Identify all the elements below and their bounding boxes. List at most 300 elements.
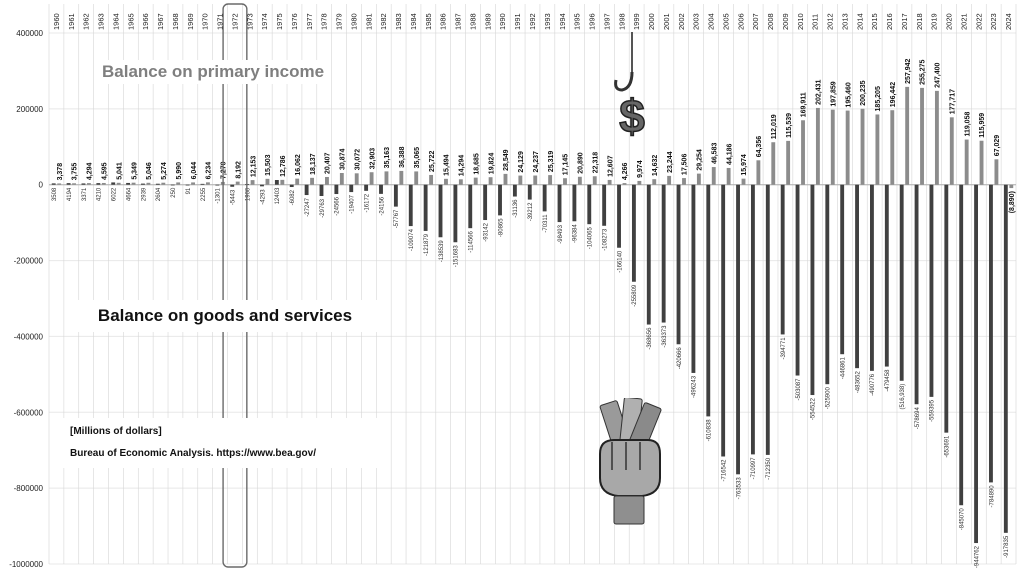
goods-services-value-label: -24156 <box>379 196 386 216</box>
x-tick-label: 1991 <box>513 13 523 30</box>
primary-income-bar <box>935 91 939 185</box>
goods-services-bar <box>677 185 681 345</box>
x-tick-label: 1975 <box>275 13 285 30</box>
primary-income-value-label: 4,266 <box>622 162 630 181</box>
goods-services-value-label: 1900 <box>245 187 252 202</box>
primary-income-bar <box>459 179 463 184</box>
primary-income-title: Balance on primary income <box>96 60 330 84</box>
goods-services-value-label: -80865 <box>498 218 505 238</box>
goods-services-bar <box>766 185 770 455</box>
fist-with-cash-icon <box>592 398 666 526</box>
goods-services-title: Balance on goods and services <box>70 300 380 332</box>
x-tick-label: 1978 <box>319 13 329 30</box>
primary-income-value-label: 4,294 <box>86 162 94 181</box>
x-tick-label: 1977 <box>304 13 314 30</box>
primary-income-bar <box>414 171 418 184</box>
x-tick-label: 2024 <box>1004 13 1014 30</box>
y-tick-label: -400000 <box>13 332 43 342</box>
primary-income-bar <box>117 183 121 185</box>
x-tick-label: 2013 <box>840 13 850 30</box>
primary-income-value-label: 20,407 <box>324 152 332 174</box>
x-tick-label: 1996 <box>587 13 597 30</box>
x-tick-label: 2000 <box>647 13 657 30</box>
goods-services-value-label: -420666 <box>676 347 683 370</box>
primary-income-value-label: 5,349 <box>131 162 139 180</box>
primary-income-value-label: 197,859 <box>830 81 838 107</box>
goods-services-bar <box>736 185 740 475</box>
goods-services-bar <box>52 183 56 184</box>
x-tick-label: 1992 <box>528 13 537 30</box>
primary-income-value-label: 24,129 <box>518 151 526 173</box>
primary-income-bar <box>712 167 716 185</box>
x-tick-label: 1970 <box>200 13 210 30</box>
primary-income-value-label: 67,029 <box>994 134 1002 157</box>
x-tick-label: 1985 <box>423 13 433 30</box>
primary-income-value-label: 17,145 <box>562 153 570 176</box>
goods-services-bar <box>215 185 219 186</box>
goods-services-bar <box>558 185 562 222</box>
source-label: Bureau of Economic Analysis. https://www.bea.gov/ <box>70 448 316 459</box>
goods-services-value-label: 3371 <box>81 187 88 202</box>
svg-text:$: $ <box>619 90 645 142</box>
primary-income-value-label: 6,044 <box>190 161 198 180</box>
primary-income-value-label: 3,755 <box>71 162 79 181</box>
goods-services-value-label: -554522 <box>810 398 817 421</box>
primary-income-value-label: 200,235 <box>860 80 868 106</box>
goods-services-value-label: -31136 <box>513 199 520 218</box>
goods-services-value-label: -1301 <box>215 188 222 204</box>
goods-services-bar <box>334 185 338 194</box>
goods-services-bar <box>96 183 100 185</box>
goods-services-bar <box>171 185 175 186</box>
units-source-box <box>62 418 382 468</box>
primary-income-value-label: 23,244 <box>666 151 674 173</box>
goods-services-value-label: 2604 <box>156 187 163 202</box>
primary-income-bar <box>87 183 91 185</box>
primary-income-bar <box>875 114 879 184</box>
goods-services-bar <box>691 185 695 373</box>
goods-services-value-label: -39212 <box>528 202 535 222</box>
x-tick-label: 2003 <box>691 13 701 30</box>
goods-services-bar <box>602 185 606 226</box>
x-tick-label: 2004 <box>706 13 716 30</box>
goods-services-value-label: -394771 <box>780 337 787 360</box>
primary-income-value-label: 17,506 <box>681 153 689 176</box>
x-tick-label: 2020 <box>944 13 954 30</box>
primary-income-bar <box>325 177 329 185</box>
goods-services-bar <box>543 185 547 212</box>
primary-income-value-label: 195,460 <box>845 82 853 108</box>
primary-income-bar <box>310 178 314 185</box>
primary-income-bar <box>861 109 865 185</box>
goods-services-bar <box>498 185 502 216</box>
primary-income-value-label: 8,192 <box>235 161 243 179</box>
primary-income-bar <box>399 171 403 185</box>
x-tick-label: 1961 <box>66 13 76 30</box>
primary-income-value-label: 35,163 <box>384 146 392 169</box>
goods-services-value-label: -483652 <box>855 371 862 394</box>
y-tick-label: 0 <box>38 180 43 190</box>
x-tick-label: 2006 <box>736 13 746 30</box>
goods-services-bar <box>320 185 324 196</box>
goods-services-bar <box>513 185 517 197</box>
goods-services-value-label: -525900 <box>825 387 832 410</box>
goods-services-bar <box>870 185 874 371</box>
goods-services-bar <box>662 185 666 323</box>
goods-services-value-label: -559395 <box>929 399 936 422</box>
x-tick-label: 1989 <box>483 13 493 30</box>
x-tick-label: 2023 <box>989 13 999 30</box>
goods-services-bar <box>617 185 621 248</box>
primary-income-bar <box>251 180 255 185</box>
primary-income-bar <box>340 173 344 185</box>
primary-income-value-label: 5,046 <box>146 162 154 180</box>
primary-income-bar <box>429 175 433 185</box>
goods-services-value-label: 4210 <box>96 187 103 202</box>
primary-income-value-label: 185,205 <box>875 86 883 112</box>
x-tick-label: 1990 <box>498 13 508 30</box>
primary-income-bar <box>176 182 180 184</box>
goods-services-bar <box>156 184 160 185</box>
goods-services-bar <box>290 185 294 187</box>
x-tick-label: 2007 <box>751 13 761 30</box>
x-tick-label: 1986 <box>438 13 448 30</box>
primary-income-bar <box>831 110 835 185</box>
primary-income-bar <box>370 172 374 184</box>
primary-income-bar <box>72 183 76 184</box>
goods-services-bar <box>751 185 755 455</box>
primary-income-value-label: 30,072 <box>354 148 362 171</box>
goods-services-bar <box>1004 185 1008 533</box>
primary-income-value-label: 64,356 <box>756 135 764 158</box>
goods-services-bar <box>483 185 487 220</box>
primary-income-bar <box>161 183 165 185</box>
x-tick-label: 2022 <box>974 13 984 30</box>
goods-services-bar <box>944 185 948 433</box>
goods-services-value-label: -446861 <box>840 357 847 380</box>
primary-income-bar <box>756 160 760 184</box>
primary-income-bar <box>652 179 656 185</box>
x-tick-label: 1960 <box>51 13 61 30</box>
goods-services-value-label: -151683 <box>453 245 460 268</box>
goods-services-bar <box>989 185 993 483</box>
goods-services-value-label: -19407 <box>349 195 356 214</box>
x-tick-label: 1988 <box>468 13 478 30</box>
goods-services-bar <box>632 185 636 282</box>
goods-services-value-label: -712350 <box>766 457 773 480</box>
primary-income-value-label: 6,234 <box>205 161 213 180</box>
goods-services-value-label: (516,938) <box>899 383 906 410</box>
goods-services-value-label: -4293 <box>260 189 267 205</box>
goods-services-value-label: -653691 <box>944 435 951 458</box>
goods-services-bar <box>67 183 71 185</box>
goods-services-bar <box>587 185 591 224</box>
goods-services-bar <box>885 185 889 367</box>
y-tick-label: 200000 <box>16 104 43 114</box>
primary-income-value-label: 177,717 <box>949 88 957 115</box>
primary-income-bar <box>920 88 924 185</box>
primary-income-value-label: 196,442 <box>889 81 897 108</box>
goods-services-bar <box>424 185 428 231</box>
fishing-hook-dollar-icon <box>612 32 652 152</box>
goods-services-value-label: -16172 <box>364 193 371 213</box>
goods-services-bar <box>141 184 145 185</box>
x-tick-label: 1994 <box>557 13 567 30</box>
goods-services-value-label: -93142 <box>483 223 490 242</box>
primary-income-bar <box>742 179 746 185</box>
x-tick-label: 2018 <box>914 13 924 30</box>
goods-services-bar <box>186 185 190 186</box>
goods-services-value-label: -27247 <box>304 198 311 217</box>
primary-income-value-label: 202,431 <box>815 79 823 105</box>
primary-income-bar <box>890 110 894 185</box>
primary-income-bar <box>266 179 270 185</box>
x-tick-label: 1976 <box>289 13 299 30</box>
goods-services-value-label: -255809 <box>632 284 639 307</box>
goods-services-bar <box>230 185 234 187</box>
x-tick-label: 2002 <box>676 13 686 30</box>
goods-services-bar <box>275 180 279 185</box>
goods-services-value-label: 6022 <box>111 187 118 202</box>
x-tick-label: 2016 <box>885 13 895 30</box>
goods-services-bar <box>572 185 576 222</box>
primary-income-bar <box>1009 185 1013 188</box>
primary-income-value-label: 9,974 <box>637 160 645 178</box>
primary-income-value-label: 247,400 <box>934 62 942 88</box>
primary-income-value-label: 15,494 <box>443 154 451 176</box>
goods-services-value-label: -710997 <box>751 457 758 480</box>
y-tick-label: -600000 <box>13 408 43 418</box>
goods-services-bar <box>796 185 800 376</box>
primary-income-bar <box>697 174 701 185</box>
goods-services-value-label: 91 <box>185 187 192 195</box>
primary-income-value-label: 19,824 <box>488 152 496 175</box>
x-tick-label: 1963 <box>96 13 106 30</box>
goods-services-value-label: -479458 <box>885 369 892 392</box>
primary-income-bar <box>593 176 597 184</box>
goods-services-value-label: -610838 <box>706 419 713 442</box>
x-tick-label: 2017 <box>899 13 909 30</box>
x-tick-label: 2014 <box>855 13 865 30</box>
primary-income-bar <box>563 178 567 185</box>
goods-services-value-label: 3508 <box>52 187 59 202</box>
x-tick-label: 2021 <box>959 13 969 30</box>
primary-income-value-label: 15,974 <box>741 154 749 176</box>
primary-income-value-label: 115,539 <box>785 112 793 138</box>
primary-income-bar <box>623 183 627 185</box>
primary-income-bar <box>444 179 448 185</box>
primary-income-bar <box>474 178 478 185</box>
primary-income-bar <box>816 108 820 185</box>
units-label: [Millions of dollars] <box>70 426 162 437</box>
goods-services-value-label: 4664 <box>126 187 133 202</box>
goods-services-value-label: 2255 <box>200 187 207 202</box>
x-tick-label: 1974 <box>260 13 270 30</box>
primary-income-value-label: 32,903 <box>369 147 377 170</box>
primary-income-value-label: 15,503 <box>265 154 273 176</box>
x-tick-label: 2008 <box>766 13 776 30</box>
y-tick-label: -1000000 <box>9 560 43 569</box>
x-tick-label: 2012 <box>825 13 835 30</box>
goods-services-value-label: -944762 <box>974 546 981 569</box>
x-tick-label: 1964 <box>111 13 121 30</box>
goods-services-bar <box>201 184 205 185</box>
x-tick-label: 1979 <box>334 13 344 30</box>
primary-income-bar <box>147 183 151 185</box>
primary-income-bar <box>355 173 359 184</box>
x-tick-label: 2011 <box>810 13 820 30</box>
goods-services-bar <box>721 185 725 457</box>
x-tick-label: 2009 <box>780 13 790 30</box>
x-tick-label: 1999 <box>632 13 642 30</box>
primary-income-bar <box>489 177 493 185</box>
primary-income-bar <box>236 182 240 185</box>
goods-services-value-label: -503087 <box>795 378 802 401</box>
primary-income-value-label: 18,137 <box>309 153 317 175</box>
goods-services-bar <box>900 185 904 381</box>
primary-income-value-label: 36,388 <box>399 146 407 168</box>
primary-income-value-label: 169,911 <box>800 92 808 118</box>
primary-income-bar <box>667 176 671 185</box>
primary-income-bar <box>295 179 299 185</box>
x-tick-label: 1972 <box>230 13 240 30</box>
primary-income-bar <box>771 142 775 184</box>
goods-services-bar <box>126 183 130 185</box>
x-tick-label: 1982 <box>379 13 389 30</box>
x-tick-label: 1967 <box>156 13 166 30</box>
goods-services-value-label: -490776 <box>870 373 877 396</box>
primary-income-bar <box>637 181 641 185</box>
primary-income-value-label: 5,990 <box>175 161 183 180</box>
x-tick-label: 2005 <box>721 13 731 30</box>
x-tick-label: 1980 <box>349 13 359 30</box>
goods-services-value-label: -6082 <box>290 190 297 206</box>
x-tick-label: 1971 <box>215 13 225 30</box>
goods-services-value-label: -138539 <box>438 240 445 263</box>
primary-income-value-label: 14,632 <box>651 154 659 177</box>
goods-services-value-label: 250 <box>171 187 178 198</box>
goods-services-value-label: 4194 <box>66 187 73 202</box>
primary-income-bar <box>132 183 136 185</box>
primary-income-bar <box>533 176 537 185</box>
goods-services-value-label: 12403 <box>275 187 282 205</box>
goods-services-value-label: -29763 <box>319 199 326 218</box>
x-tick-label: 1987 <box>453 13 463 30</box>
goods-services-value-label: -496243 <box>691 375 698 398</box>
primary-income-value-label: 20,890 <box>577 152 585 174</box>
goods-services-value-label: -363373 <box>661 325 668 348</box>
primary-income-value-label: 112,019 <box>770 114 778 140</box>
goods-services-bar <box>840 185 844 354</box>
primary-income-value-label: 12,607 <box>607 155 615 177</box>
goods-services-bar <box>810 185 814 395</box>
primary-income-value-label: 28,549 <box>503 149 511 171</box>
goods-services-bar <box>349 185 353 192</box>
goods-services-value-label: -716542 <box>721 459 728 482</box>
goods-services-bar <box>82 183 86 184</box>
primary-income-value-label: 115,959 <box>979 112 987 138</box>
primary-income-bar <box>980 141 984 185</box>
primary-income-bar <box>608 180 612 185</box>
primary-income-bar <box>206 182 210 184</box>
goods-services-bar <box>409 185 413 226</box>
primary-income-bar <box>504 174 508 185</box>
primary-income-value-label: 257,942 <box>904 58 912 84</box>
primary-income-value-label: 18,685 <box>473 153 481 175</box>
primary-income-bar <box>727 168 731 185</box>
goods-services-bar <box>453 185 457 243</box>
goods-services-bar <box>394 185 398 207</box>
goods-services-value-label: -57767 <box>394 209 401 229</box>
x-tick-label: 1998 <box>617 13 627 30</box>
goods-services-value-label: -845070 <box>959 508 966 531</box>
primary-income-value-label: 25,319 <box>547 150 555 173</box>
x-tick-label: 1965 <box>126 13 136 30</box>
primary-income-value-label: 30,874 <box>339 148 347 171</box>
primary-income-bar <box>385 171 389 184</box>
primary-income-value-label: 12,786 <box>280 155 288 177</box>
x-tick-label: 1984 <box>408 13 418 30</box>
goods-services-value-label: -368656 <box>647 327 654 350</box>
x-tick-label: 1981 <box>364 13 374 30</box>
primary-income-bar <box>786 141 790 185</box>
goods-services-bar <box>111 182 115 184</box>
primary-income-bar <box>280 180 284 185</box>
primary-income-bar <box>965 140 969 185</box>
primary-income-bar <box>57 183 61 184</box>
goods-services-value-label: -917835 <box>1004 535 1011 558</box>
goods-services-value-label: -166140 <box>617 250 624 273</box>
primary-income-value-label: 3,378 <box>56 162 64 181</box>
goods-services-value-label: -578694 <box>914 407 921 430</box>
primary-income-bar <box>682 178 686 185</box>
goods-services-value-label: -784890 <box>989 485 996 508</box>
primary-income-value-label: 22,318 <box>592 151 600 174</box>
primary-income-value-label: 29,254 <box>696 149 704 171</box>
goods-services-bar <box>647 185 651 325</box>
goods-services-bar <box>528 185 532 200</box>
goods-services-bar <box>379 185 383 194</box>
goods-services-bar <box>930 185 934 397</box>
goods-services-bar <box>305 185 309 195</box>
goods-services-bar <box>706 185 710 417</box>
primary-income-value-label: 5,041 <box>116 162 124 180</box>
x-tick-label: 1997 <box>602 13 612 30</box>
primary-income-bar <box>578 177 582 185</box>
primary-income-value-label: 16,062 <box>294 154 302 176</box>
goods-services-bar <box>825 185 829 384</box>
primary-income-value-label: 5,274 <box>161 162 169 180</box>
y-tick-label: -200000 <box>13 256 43 266</box>
goods-services-bar <box>468 185 472 228</box>
primary-income-value-label: (8,890) <box>1008 191 1016 214</box>
goods-services-bar <box>959 185 963 506</box>
primary-income-bar <box>191 182 195 184</box>
primary-income-value-label: 119,058 <box>964 111 972 137</box>
goods-services-value-label: -96384 <box>572 224 579 243</box>
goods-services-bar <box>260 185 264 187</box>
primary-income-bar <box>994 159 998 184</box>
primary-income-bar <box>905 87 909 185</box>
goods-services-value-label: -114566 <box>468 231 475 253</box>
goods-services-value-label: 2939 <box>141 187 148 202</box>
goods-services-value-label: -104065 <box>587 227 594 250</box>
primary-income-bar <box>846 111 850 185</box>
primary-income-value-label: 12,153 <box>250 155 258 178</box>
goods-services-value-label: -5443 <box>230 189 237 206</box>
x-tick-label: 2001 <box>661 13 671 30</box>
goods-services-value-label: -98493 <box>557 225 564 244</box>
